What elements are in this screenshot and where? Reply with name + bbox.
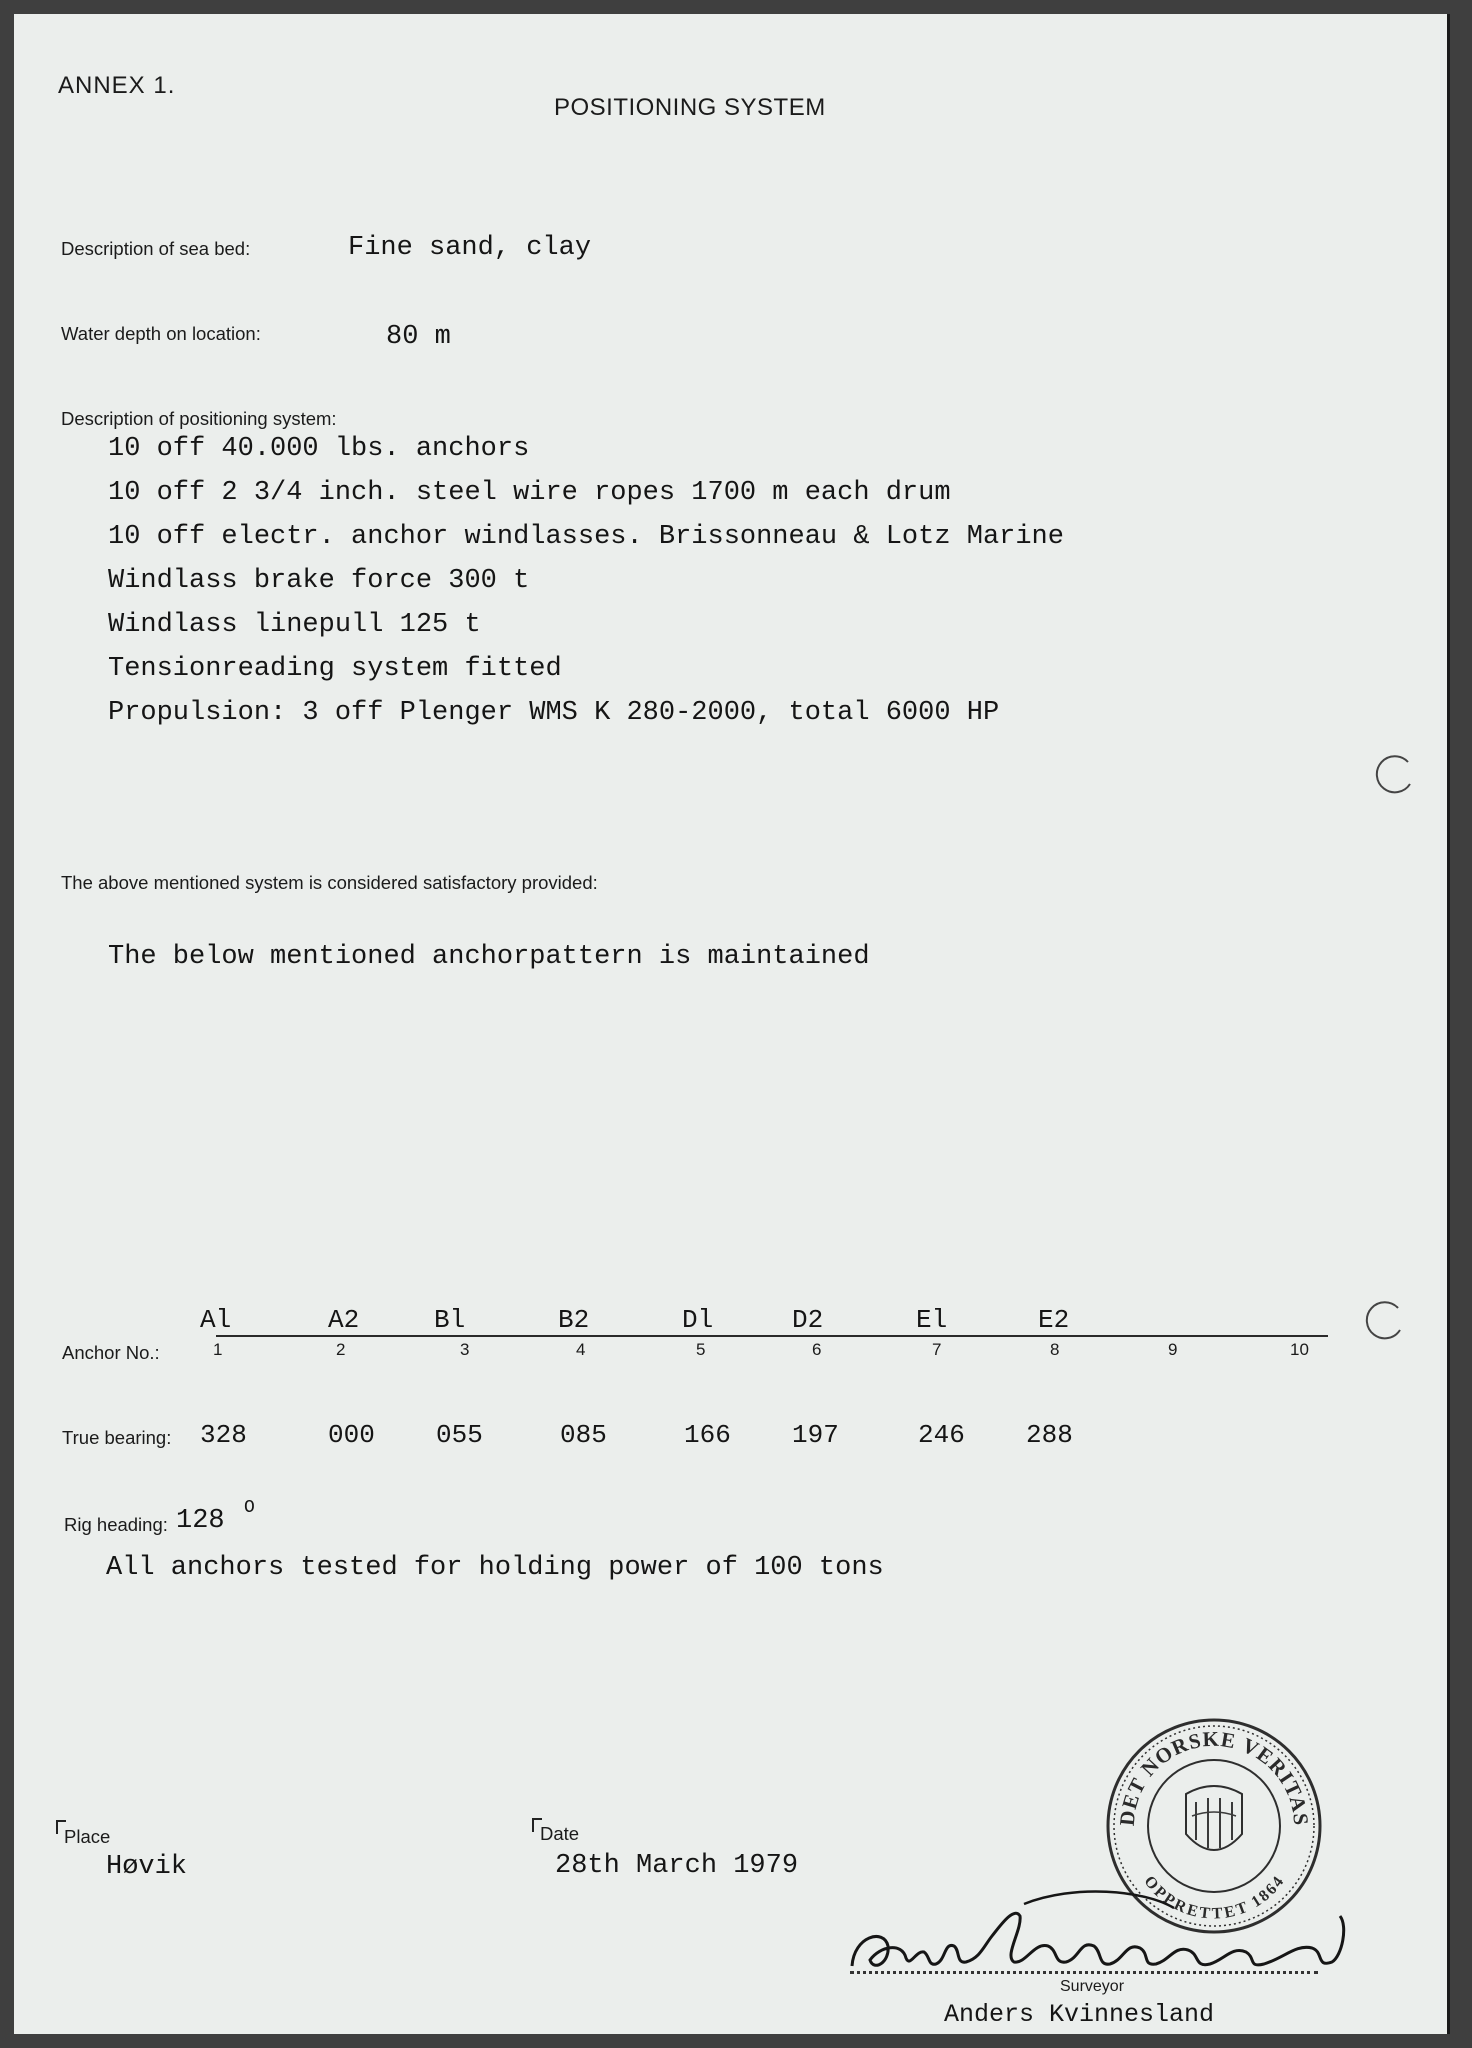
- anchor-code: D2: [792, 1305, 824, 1335]
- signature-scribble: [844, 1876, 1354, 1986]
- surveyor-name: Anders Kvinnesland: [944, 2000, 1215, 2029]
- anchor-number: 10: [1290, 1340, 1309, 1359]
- water-depth-value: 80 m: [386, 322, 451, 352]
- rig-heading-value: 128: [176, 1506, 225, 1536]
- positioning-line: 10 off 2 3/4 inch. steel wire ropes 1700 m each drum: [108, 478, 951, 508]
- anchor-number: 9: [1168, 1340, 1178, 1359]
- condition-label: The above mentioned system is considered satisfactory provided:: [61, 872, 598, 893]
- anchor-code: Dl: [682, 1305, 714, 1335]
- test-note: All anchors tested for holding power of 100 tons: [106, 1553, 884, 1583]
- place-value: Høvik: [106, 1852, 188, 1882]
- true-bearing-value: 085: [560, 1420, 607, 1450]
- true-bearing-value: 166: [684, 1420, 731, 1450]
- positioning-line: Windlass brake force 300 t: [108, 566, 530, 596]
- document-page: [14, 14, 1450, 2034]
- anchor-code: Al: [200, 1305, 232, 1335]
- true-bearing-value: 246: [918, 1420, 965, 1450]
- positioning-description: [108, 427, 1064, 735]
- punch-hole-mark: [1370, 750, 1420, 800]
- sea-bed-label: Description of sea bed:: [61, 238, 251, 259]
- anchor-code: El: [916, 1305, 948, 1335]
- positioning-line: Windlass linepull 125 t: [108, 610, 481, 640]
- signature-dotted-line: [850, 1971, 1318, 1974]
- seal-top-text: DET NORSKE VERITAS: [1114, 1726, 1314, 1827]
- true-bearing-value: 197: [792, 1420, 839, 1450]
- positioning-label: Description of positioning system:: [61, 408, 337, 429]
- surveyor-label: Surveyor: [1060, 1978, 1125, 1995]
- positioning-line: Tensionreading system fitted: [108, 654, 562, 684]
- anchor-code: E2: [1038, 1305, 1070, 1335]
- water-depth-label: Water depth on location:: [61, 323, 261, 344]
- document-title: POSITIONING SYSTEM: [554, 94, 826, 121]
- anchor-number: 4: [576, 1340, 586, 1359]
- anchor-no-label: Anchor No.:: [62, 1342, 160, 1363]
- anchor-code: A2: [328, 1305, 360, 1335]
- positioning-line: 10 off 40.000 lbs. anchors: [108, 434, 530, 464]
- punch-hole-mark: [1360, 1296, 1410, 1346]
- anchor-number: 6: [812, 1340, 822, 1359]
- date-label: Date: [540, 1823, 580, 1844]
- rig-heading-label: Rig heading:: [64, 1514, 168, 1535]
- anchor-number: 7: [932, 1340, 942, 1359]
- anchor-number: 5: [696, 1340, 706, 1359]
- true-bearing-value: 000: [328, 1420, 375, 1450]
- anchor-line: [216, 1335, 1328, 1337]
- positioning-line: 10 off electr. anchor windlasses. Brissonneau & Lotz Marine: [108, 522, 1064, 552]
- true-bearing-value: 288: [1026, 1420, 1073, 1450]
- sea-bed-value: Fine sand, clay: [348, 233, 592, 263]
- place-label: Place: [64, 1826, 111, 1847]
- anchor-number: 8: [1050, 1340, 1060, 1359]
- degree-symbol: O: [244, 1498, 255, 1518]
- anchor-number: 1: [213, 1340, 223, 1359]
- date-value: 28th March 1979: [555, 1851, 799, 1881]
- anchor-code: B2: [558, 1305, 590, 1335]
- anchor-code: Bl: [434, 1305, 466, 1335]
- true-bearing-label: True bearing:: [62, 1427, 172, 1448]
- seal-bottom-text: OPPRETTET 1864: [1140, 1872, 1288, 1923]
- true-bearing-value: 055: [436, 1420, 483, 1450]
- anchor-number: 2: [336, 1340, 346, 1359]
- positioning-line: Propulsion: 3 off Plenger WMS K 280-2000, total 6000 HP: [108, 698, 1000, 728]
- annex-label: ANNEX 1.: [58, 72, 176, 99]
- anchor-number: 3: [460, 1340, 470, 1359]
- condition-value: The below mentioned anchorpattern is maintained: [108, 942, 870, 972]
- true-bearing-value: 328: [200, 1420, 247, 1450]
